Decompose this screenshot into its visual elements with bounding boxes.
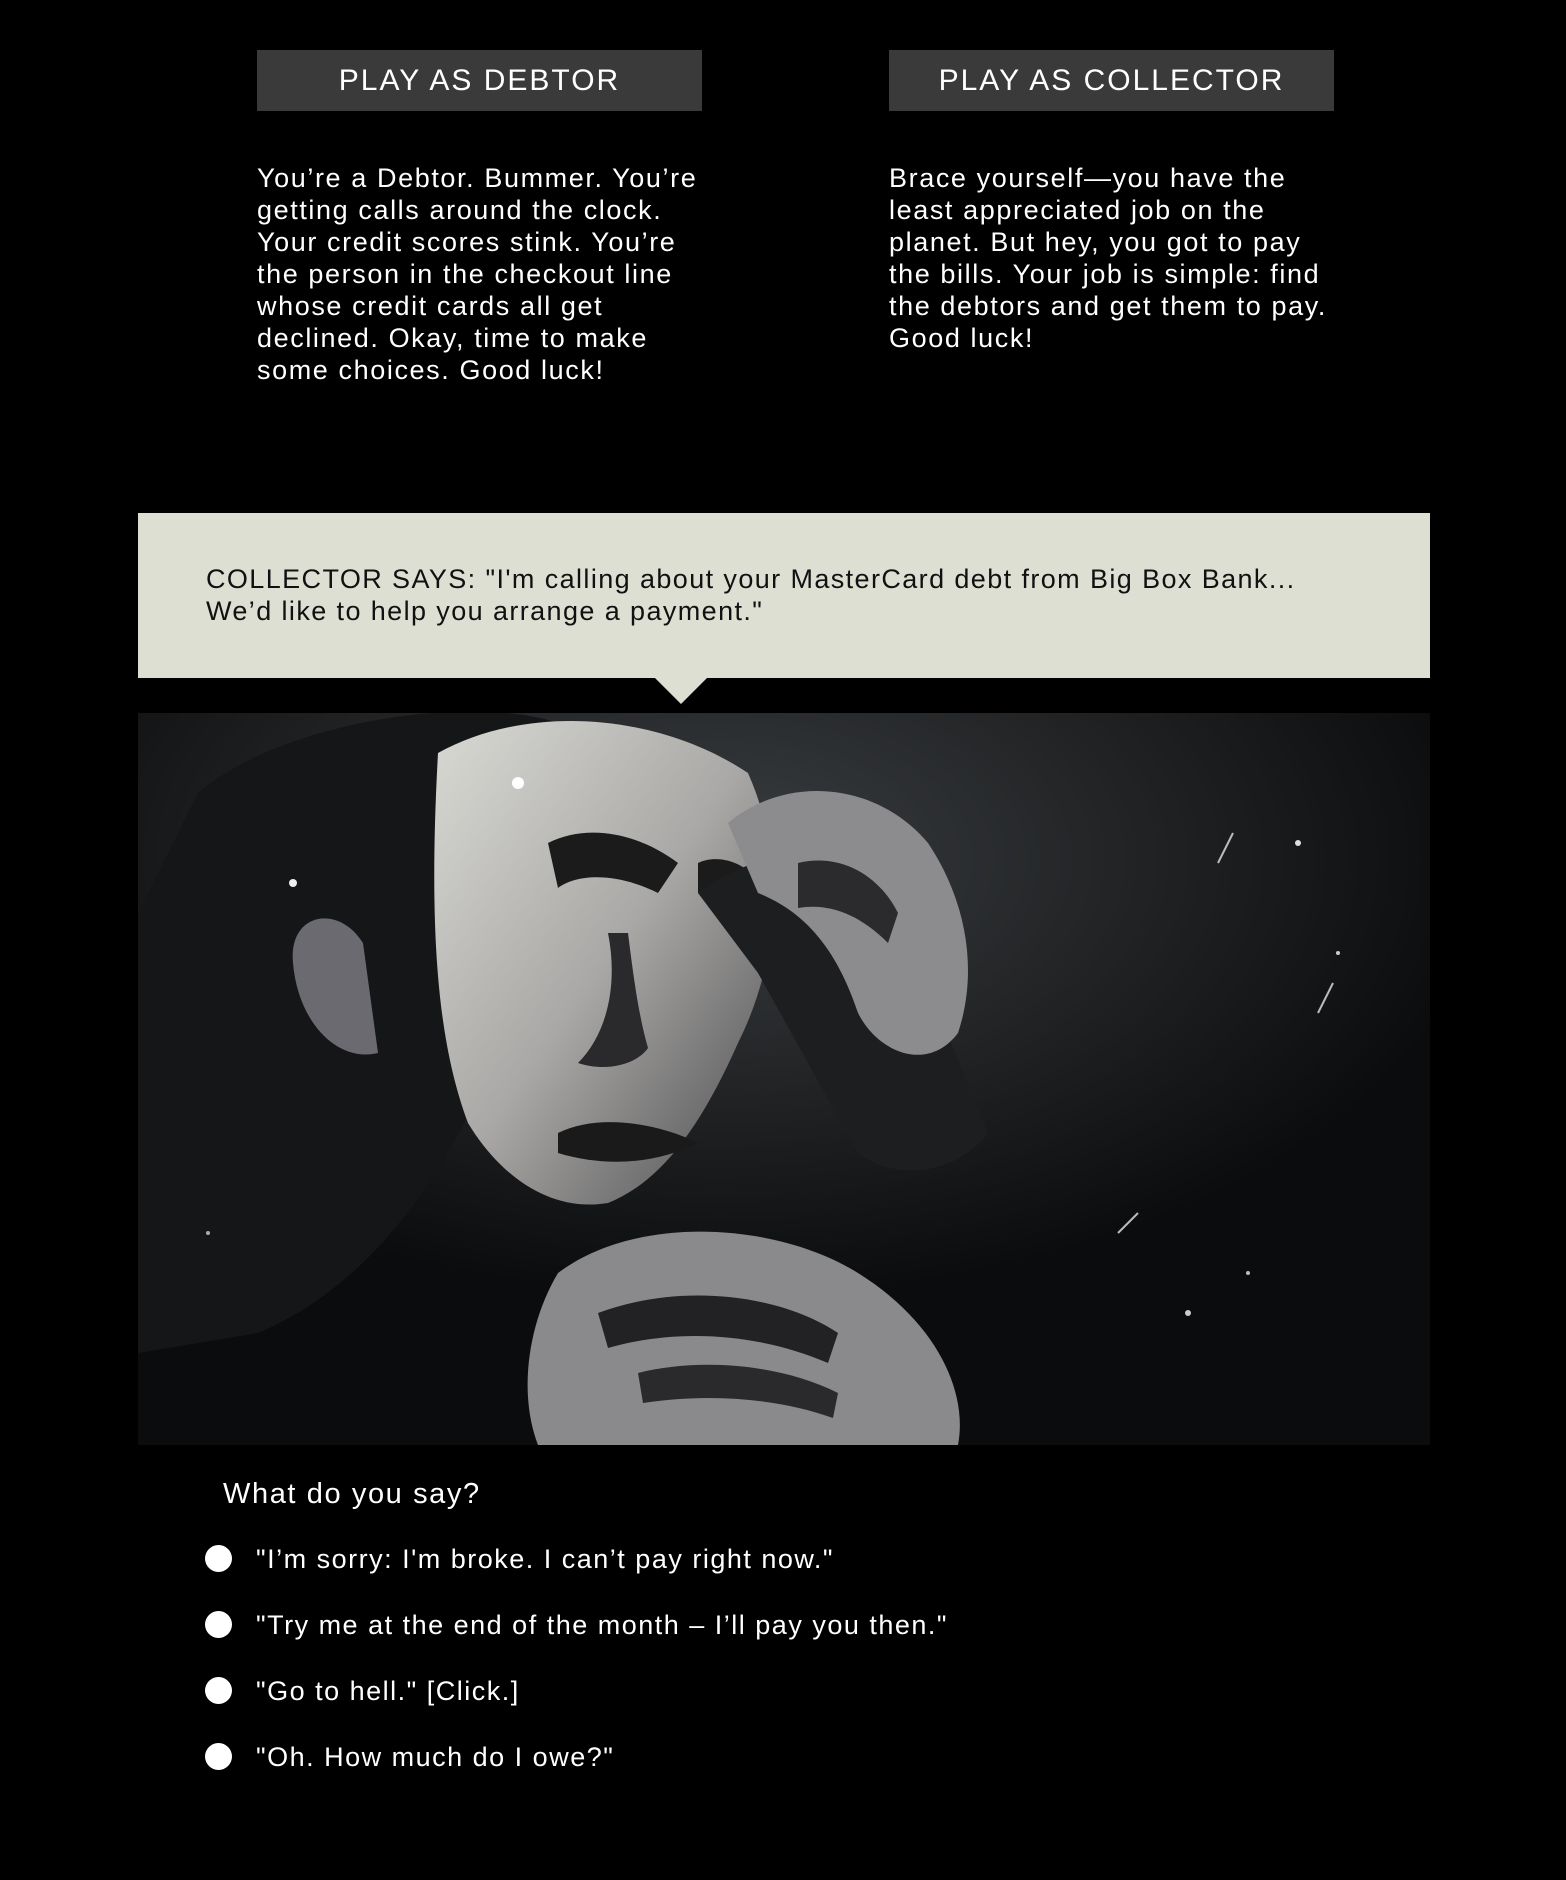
answer-option-label: "I’m sorry: I'm broke. I can’t pay right now." <box>256 1544 834 1574</box>
radio-button[interactable] <box>205 1743 232 1770</box>
answer-option-1[interactable] <box>205 1543 948 1609</box>
radio-button[interactable] <box>205 1677 232 1704</box>
answer-option-label: "Oh. How much do I owe?" <box>256 1742 615 1772</box>
answer-options <box>205 1543 948 1807</box>
man-on-phone-illustration <box>138 713 1430 1445</box>
dialogue-text: COLLECTOR SAYS: "I'm calling about your MasterCard debt from Big Box Bank... We’d like to help you arrange a payment." <box>206 564 1296 626</box>
answer-option-label: "Go to hell." [Click.] <box>256 1676 520 1706</box>
play-as-collector-button[interactable]: PLAY AS COLLECTOR <box>889 50 1334 111</box>
play-as-debtor-button[interactable]: PLAY AS DEBTOR <box>257 50 702 111</box>
debtor-description: You’re a Debtor. Bummer. You’re getting calls around the clock. Your credit scores stink. You’re the person in the checkout line whose credit cards all get declined. Okay, time to make some choices. Good luck! <box>257 163 698 385</box>
question-prompt: What do you say? <box>223 1478 481 1510</box>
bubble-tail <box>655 678 707 704</box>
collector-description: Brace yourself—you have the least appreciated job on the planet. But hey, you got to pay the bills. Your job is simple: find the debtors and get them to pay. Good luck! <box>889 163 1327 353</box>
answer-option-2[interactable] <box>205 1609 948 1675</box>
dialogue-bubble <box>138 513 1430 678</box>
answer-option-4[interactable] <box>205 1741 948 1807</box>
answer-option-3[interactable] <box>205 1675 948 1741</box>
radio-button[interactable] <box>205 1611 232 1638</box>
answer-option-label: "Try me at the end of the month – I’ll pay you then." <box>256 1610 948 1640</box>
radio-button[interactable] <box>205 1545 232 1572</box>
